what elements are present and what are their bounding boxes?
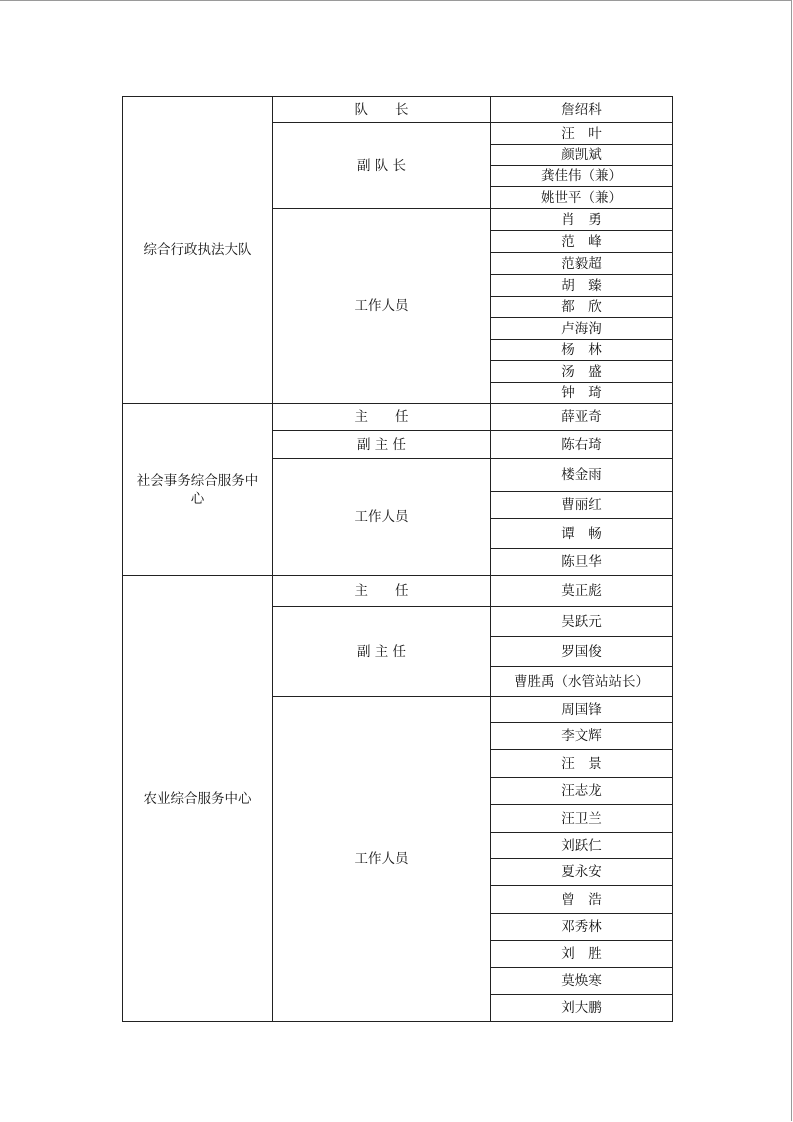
unit-name-cell: 农业综合服务中心 xyxy=(123,576,273,1022)
member-name-cell: 胡 臻 xyxy=(491,275,673,297)
unit-name-cell: 社会事务综合服务中心 xyxy=(123,404,273,576)
role-title-cell: 工作人员 xyxy=(273,697,491,1022)
member-name-cell: 钟 琦 xyxy=(491,383,673,404)
role-title-cell: 队 长 xyxy=(273,97,491,123)
staff-roster-table xyxy=(122,96,673,1022)
member-name-cell: 龚佳伟（兼） xyxy=(491,166,673,187)
member-name-cell: 李文辉 xyxy=(491,723,673,750)
role-title-cell: 主 任 xyxy=(273,576,491,607)
member-name-cell: 罗国俊 xyxy=(491,637,673,667)
member-name-cell: 刘 胜 xyxy=(491,941,673,968)
role-title-cell: 工作人员 xyxy=(273,209,491,404)
member-name-cell: 薛亚奇 xyxy=(491,404,673,431)
role-title-cell: 副 主 任 xyxy=(273,431,491,459)
member-name-cell: 夏永安 xyxy=(491,859,673,886)
member-name-cell: 姚世平（兼） xyxy=(491,187,673,209)
role-title-cell: 工作人员 xyxy=(273,459,491,576)
member-name-cell: 莫正彪 xyxy=(491,576,673,607)
member-name-cell: 邓秀林 xyxy=(491,914,673,941)
member-name-cell: 楼金雨 xyxy=(491,459,673,492)
member-name-cell: 周国锋 xyxy=(491,697,673,723)
unit-name-cell: 综合行政执法大队 xyxy=(123,97,273,404)
member-name-cell: 莫焕寒 xyxy=(491,968,673,995)
member-name-cell: 吴跃元 xyxy=(491,607,673,637)
member-name-cell: 谭 畅 xyxy=(491,519,673,549)
role-title-cell: 主 任 xyxy=(273,404,491,431)
role-title-cell: 副 主 任 xyxy=(273,607,491,697)
member-name-cell: 都 欣 xyxy=(491,297,673,318)
table-row xyxy=(123,576,673,607)
member-name-cell: 范 峰 xyxy=(491,231,673,253)
member-name-cell: 陈旦华 xyxy=(491,549,673,576)
table-row xyxy=(123,404,673,431)
member-name-cell: 汪志龙 xyxy=(491,778,673,805)
member-name-cell: 汪 景 xyxy=(491,750,673,778)
table-row xyxy=(123,97,673,123)
member-name-cell: 曹胜禹（水管站站长） xyxy=(491,667,673,697)
member-name-cell: 曹丽红 xyxy=(491,492,673,519)
member-name-cell: 詹绍科 xyxy=(491,97,673,123)
member-name-cell: 刘跃仁 xyxy=(491,833,673,859)
member-name-cell: 卢海洵 xyxy=(491,318,673,340)
member-name-cell: 肖 勇 xyxy=(491,209,673,231)
member-name-cell: 汪卫兰 xyxy=(491,805,673,833)
role-title-cell: 副 队 长 xyxy=(273,123,491,209)
member-name-cell: 杨 林 xyxy=(491,340,673,361)
member-name-cell: 汤 盛 xyxy=(491,361,673,383)
member-name-cell: 范毅超 xyxy=(491,253,673,275)
member-name-cell: 陈右琦 xyxy=(491,431,673,459)
member-name-cell: 汪 叶 xyxy=(491,123,673,145)
member-name-cell: 刘大鹏 xyxy=(491,995,673,1022)
member-name-cell: 颜凯斌 xyxy=(491,145,673,166)
member-name-cell: 曾 浩 xyxy=(491,886,673,914)
